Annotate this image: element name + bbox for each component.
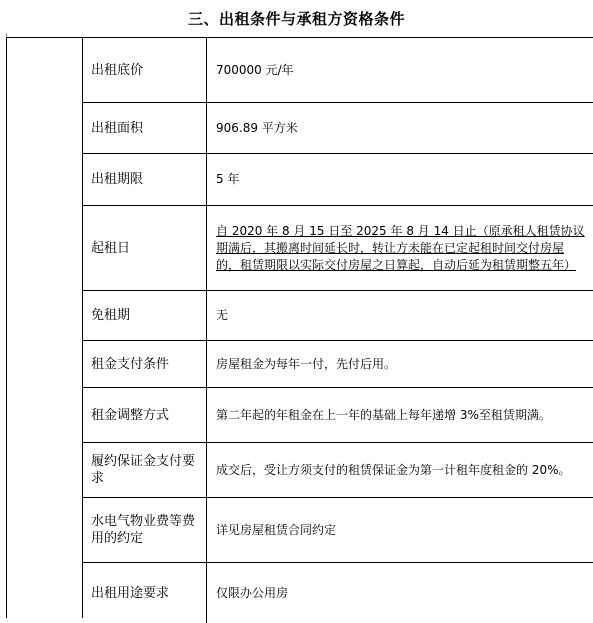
table-row — [82, 388, 593, 443]
row-label: 出租底价 — [82, 38, 207, 102]
row-label: 出租用途要求 — [82, 563, 207, 623]
row-label: 水电气物业费等费用的约定 — [82, 498, 207, 562]
row-label: 履约保证金支付要求 — [82, 443, 207, 497]
row-value: 5 年 — [216, 172, 240, 186]
row-label: 出租期限 — [82, 154, 207, 205]
lease-conditions-table — [6, 37, 593, 618]
row-value: 无 — [216, 308, 229, 322]
row-value: 700000 元/年 — [216, 62, 294, 77]
table-row — [82, 341, 593, 388]
section-title: 三、出租条件与承租方资格条件 — [187, 10, 405, 28]
row-value: 房屋租金为每年一付，先付后用。 — [216, 356, 397, 371]
table-row — [82, 103, 593, 154]
table-row — [82, 154, 593, 206]
merged-category-cell — [7, 38, 83, 618]
row-value: 成交后，受让方须支付的租赁保证金为第一计租年度租金的 20%。 — [216, 462, 571, 477]
table-row — [82, 291, 593, 341]
table-row — [82, 563, 593, 623]
row-label: 免租期 — [82, 291, 207, 340]
table-row — [82, 443, 593, 498]
row-value: 详见房屋租赁合同约定 — [216, 522, 337, 537]
table-row — [82, 206, 593, 291]
row-label: 租金支付条件 — [82, 341, 207, 387]
table-row — [82, 38, 593, 103]
row-value: 第二年起的年租金在上一年的基础上每年递增 3%至租赁期满。 — [216, 407, 551, 422]
row-value: 仅限办公用房 — [216, 585, 289, 600]
row-value: 自 2020 年 8 月 15 日至 2025 年 8 月 14 日止（原承租人租赁协议期满后，其搬离时间延长时，转让方未能在已定起租时间交付房屋的，租赁期限以实际交付房屋之日算起，自动后延为租赁期整五年） — [216, 223, 585, 272]
row-label: 出租面积 — [82, 103, 207, 153]
table-row — [82, 498, 593, 563]
row-label: 起租日 — [82, 206, 207, 290]
row-label: 租金调整方式 — [82, 388, 207, 442]
row-value: 906.89 平方米 — [216, 120, 298, 135]
